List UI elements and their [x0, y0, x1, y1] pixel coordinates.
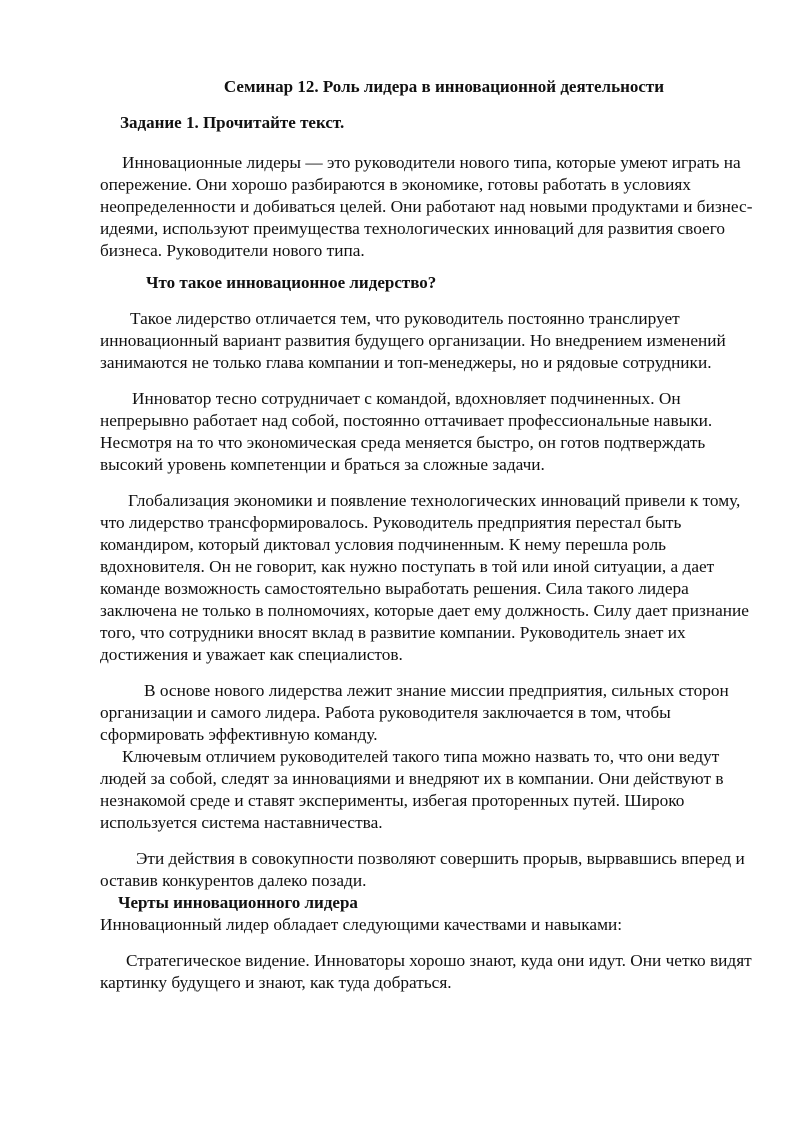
paragraph-innovator: Инноватор тесно сотрудничает с командой, вдохновляет подчиненных. Он непрерывно работает над собой, постоянно оттачивает профессиональные навыки. Несмотря на то что экономическая среда меняется быстро, он готов подтверждать высокий уровень компетенции и браться за сложные задачи.	[100, 389, 713, 474]
section-heading-what-is: Что такое инновационное лидерство?	[146, 273, 437, 292]
paragraph-traits-intro: Инновационный лидер обладает следующими качествами и навыками:	[100, 915, 623, 934]
document-title: Семинар 12. Роль лидера в инновационной деятельности	[223, 77, 665, 96]
paragraph-key-difference: Ключевым отличием руководителей такого типа можно назвать то, что они ведут людей за собой, следят за инновациями и внедряют их в компании. Они действуют в незнакомой среде и ставят эксперименты, избегая проторенных путей. Широко используется система наставничества.	[100, 747, 724, 832]
paragraph-intro: Инновационные лидеры — это руководители нового типа, которые умеют играть на опережение. Они хорошо разбираются в экономике, готовы работать в условиях неопределенности и добиваться целей. Они работают над новыми продуктами и бизнес-идеями, используют преимущества технологических инноваций для развития своего бизнеса. Руководители нового типа.	[100, 153, 753, 260]
paragraph-globalization: Глобализация экономики и появление технологических инноваций привели к тому, что лидерство трансформировалось. Руководитель предприятия перестал быть командиром, который диктовал условия подчиненным. К нему перешла роль вдохновителя. Он не говорит, как нужно поступать в той или иной ситуации, а дает команде возможность самостоятельно выработать решения. Сила такого лидера заключена не только в полномочиях, которые дает ему должность. Силу дает признание того, что сотрудники вносят вклад в развитие компании. Руководитель знает их достижения и уважает как специалистов.	[100, 491, 749, 664]
section-heading-traits: Черты инновационного лидера	[118, 893, 358, 912]
paragraph-strategic-vision: Стратегическое видение. Инноваторы хорошо знают, куда они идут. Они четко видят картинку будущего и знают, как туда добраться.	[100, 951, 752, 992]
task-heading: Задание 1. Прочитайте текст.	[120, 113, 345, 132]
paragraph-breakthrough: Эти действия в совокупности позволяют совершить прорыв, вырвавшись вперед и оставив конкурентов далеко позади.	[100, 849, 745, 890]
paragraph-definition: Такое лидерство отличается тем, что руководитель постоянно транслирует инновационный вариант развития будущего организации. Но внедрением изменений занимаются не только глава компании и топ-менеджеры, но и рядовые сотрудники.	[100, 309, 726, 372]
document-page	[100, 72, 760, 994]
paragraph-mission: В основе нового лидерства лежит знание миссии предприятия, сильных сторон организации и самого лидера. Работа руководителя заключается в том, чтобы сформировать эффективную команду.	[100, 681, 729, 744]
